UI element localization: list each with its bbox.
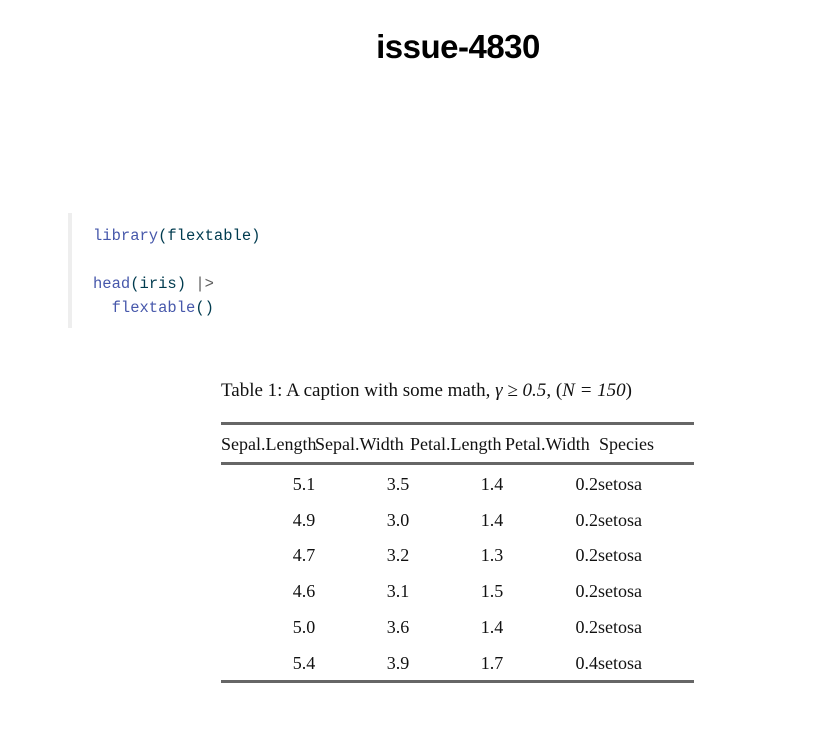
table-cell: 5.1 bbox=[292, 474, 316, 494]
column-header: Sepal.Length bbox=[221, 434, 317, 454]
caption-separator: , ( bbox=[546, 380, 563, 401]
code-line bbox=[93, 272, 214, 296]
caption-suffix: ) bbox=[625, 380, 632, 401]
code-token: () bbox=[195, 299, 214, 317]
code-line bbox=[93, 224, 260, 248]
caption-math-n: N = 150 bbox=[562, 380, 626, 401]
table-cell: 4.6 bbox=[292, 581, 316, 602]
table-caption bbox=[221, 380, 632, 402]
table-cell: 1.4 bbox=[480, 509, 504, 530]
table-cell: 3.1 bbox=[386, 581, 410, 602]
table-bottom-rule bbox=[221, 680, 694, 683]
table-cell: 3.9 bbox=[386, 652, 410, 673]
code-block bbox=[68, 213, 372, 328]
table-cell: 1.5 bbox=[480, 581, 504, 602]
table-cell: 5.0 bbox=[292, 616, 316, 637]
code-token: (iris) bbox=[130, 275, 187, 293]
code-line bbox=[93, 296, 214, 320]
code-token: flextable bbox=[93, 299, 196, 317]
table-cell: 1.4 bbox=[480, 474, 504, 494]
table-cell: 1.4 bbox=[480, 616, 504, 637]
caption-prefix: Table 1: A caption with some math, bbox=[221, 380, 496, 401]
table-cell: 0.2 bbox=[575, 581, 598, 602]
column-header: Sepal.Width bbox=[315, 434, 404, 454]
code-token: library bbox=[93, 227, 159, 245]
column-header: Petal.Length bbox=[410, 434, 502, 454]
table-cell: 0.2 bbox=[575, 509, 598, 530]
page-title: issue-4830 bbox=[376, 28, 540, 65]
table-cell: setosa bbox=[598, 616, 642, 637]
table-cell: 0.2 bbox=[575, 616, 598, 637]
code-token: (flextable) bbox=[158, 227, 261, 245]
table-cell: 0.2 bbox=[575, 545, 598, 566]
table-cell: 3.2 bbox=[386, 545, 410, 566]
table-cell: setosa bbox=[598, 581, 642, 602]
table-cell: 3.5 bbox=[386, 474, 410, 494]
table-header-rule bbox=[221, 462, 694, 465]
table-cell: setosa bbox=[598, 474, 642, 494]
table-cell: 3.0 bbox=[386, 509, 410, 530]
table-cell: 0.2 bbox=[575, 474, 598, 494]
table-cell: 4.9 bbox=[292, 509, 316, 530]
table-cell: 3.6 bbox=[386, 616, 410, 637]
table-cell: setosa bbox=[598, 509, 642, 530]
column-header: Species bbox=[599, 434, 654, 454]
table-cell: 4.7 bbox=[292, 545, 316, 566]
table-cell: setosa bbox=[598, 652, 642, 673]
code-token: |> bbox=[186, 275, 214, 293]
column-header: Petal.Width bbox=[505, 434, 590, 454]
table-top-rule bbox=[221, 422, 694, 425]
table-cell: setosa bbox=[598, 545, 642, 566]
table-cell: 1.3 bbox=[480, 545, 504, 566]
table-cell: 0.4 bbox=[575, 652, 598, 673]
caption-math-gamma: γ ≥ 0.5 bbox=[495, 380, 547, 401]
code-token: head bbox=[93, 275, 131, 293]
table-cell: 1.7 bbox=[480, 652, 504, 673]
table-cell: 5.4 bbox=[292, 652, 316, 673]
